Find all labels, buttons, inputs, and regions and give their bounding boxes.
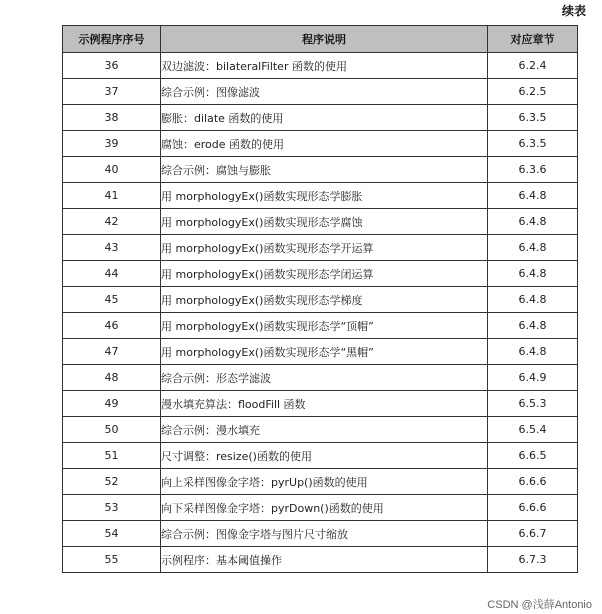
- example-number-cell: 53: [63, 495, 161, 521]
- table-row: [63, 261, 578, 287]
- continued-label: 续表: [561, 4, 586, 18]
- program-description-cell: 综合示例：形态学滤波: [161, 365, 488, 391]
- chapter-cell: 6.6.7: [488, 521, 578, 547]
- chapter-cell: 6.6.6: [488, 495, 578, 521]
- chapter-cell: 6.4.8: [488, 339, 578, 365]
- program-description-cell: 示例程序：基本阈值操作: [161, 547, 488, 573]
- table-row: [63, 209, 578, 235]
- program-description-cell: 综合示例：图像金字塔与图片尺寸缩放: [161, 521, 488, 547]
- table-row: [63, 339, 578, 365]
- chapter-cell: 6.4.8: [488, 209, 578, 235]
- chapter-cell: 6.4.8: [488, 287, 578, 313]
- example-number-cell: 38: [63, 105, 161, 131]
- table-header: [63, 26, 578, 53]
- chapter-cell: 6.4.8: [488, 183, 578, 209]
- example-number-cell: 55: [63, 547, 161, 573]
- program-description-cell: 双边滤波：bilateralFilter 函数的使用: [161, 53, 488, 79]
- program-description-cell: 综合示例：图像滤波: [161, 79, 488, 105]
- header-program-description: 程序说明: [161, 26, 488, 53]
- chapter-cell: 6.4.8: [488, 313, 578, 339]
- table-row: [63, 183, 578, 209]
- example-number-cell: 42: [63, 209, 161, 235]
- table-row: [63, 547, 578, 573]
- header-chapter: 对应章节: [488, 26, 578, 53]
- example-number-cell: 54: [63, 521, 161, 547]
- example-program-table: [62, 25, 578, 573]
- chapter-cell: 6.6.6: [488, 469, 578, 495]
- table-row: [63, 235, 578, 261]
- chapter-cell: 6.4.9: [488, 365, 578, 391]
- program-description-cell: 用 morphologyEx()函数实现形态学“黑帽”: [161, 339, 488, 365]
- example-number-cell: 50: [63, 417, 161, 443]
- example-number-cell: 49: [63, 391, 161, 417]
- chapter-cell: 6.4.8: [488, 261, 578, 287]
- chapter-cell: 6.4.8: [488, 235, 578, 261]
- example-number-cell: 52: [63, 469, 161, 495]
- table-row: [63, 53, 578, 79]
- table-row: [63, 495, 578, 521]
- example-number-cell: 45: [63, 287, 161, 313]
- example-number-cell: 37: [63, 79, 161, 105]
- program-description-cell: 综合示例：腐蚀与膨胀: [161, 157, 488, 183]
- program-description-cell: 尺寸调整：resize()函数的使用: [161, 443, 488, 469]
- example-number-cell: 41: [63, 183, 161, 209]
- program-description-cell: 向上采样图像金字塔：pyrUp()函数的使用: [161, 469, 488, 495]
- table-row: [63, 391, 578, 417]
- chapter-cell: 6.6.5: [488, 443, 578, 469]
- example-number-cell: 36: [63, 53, 161, 79]
- program-description-cell: 用 morphologyEx()函数实现形态学腐蚀: [161, 209, 488, 235]
- table-row: [63, 469, 578, 495]
- chapter-cell: 6.3.6: [488, 157, 578, 183]
- program-description-cell: 综合示例：漫水填充: [161, 417, 488, 443]
- csdn-watermark: CSDN @浅薛Antonio: [487, 599, 592, 611]
- table-row: [63, 287, 578, 313]
- example-number-cell: 48: [63, 365, 161, 391]
- chapter-cell: 6.2.4: [488, 53, 578, 79]
- table-row: [63, 131, 578, 157]
- example-number-cell: 44: [63, 261, 161, 287]
- table-row: [63, 417, 578, 443]
- program-description-cell: 膨胀：dilate 函数的使用: [161, 105, 488, 131]
- table-row: [63, 157, 578, 183]
- table-row: [63, 313, 578, 339]
- table-row: [63, 79, 578, 105]
- program-description-cell: 腐蚀：erode 函数的使用: [161, 131, 488, 157]
- chapter-cell: 6.3.5: [488, 131, 578, 157]
- chapter-cell: 6.2.5: [488, 79, 578, 105]
- table-row: [63, 443, 578, 469]
- program-description-cell: 用 morphologyEx()函数实现形态学开运算: [161, 235, 488, 261]
- example-number-cell: 46: [63, 313, 161, 339]
- program-description-cell: 用 morphologyEx()函数实现形态学“顶帽”: [161, 313, 488, 339]
- program-description-cell: 用 morphologyEx()函数实现形态学闭运算: [161, 261, 488, 287]
- program-description-cell: 向下采样图像金字塔：pyrDown()函数的使用: [161, 495, 488, 521]
- table-row: [63, 521, 578, 547]
- chapter-cell: 6.3.5: [488, 105, 578, 131]
- example-number-cell: 43: [63, 235, 161, 261]
- chapter-cell: 6.5.3: [488, 391, 578, 417]
- example-number-cell: 39: [63, 131, 161, 157]
- chapter-cell: 6.7.3: [488, 547, 578, 573]
- table-row: [63, 105, 578, 131]
- example-number-cell: 51: [63, 443, 161, 469]
- chapter-cell: 6.5.4: [488, 417, 578, 443]
- program-description-cell: 用 morphologyEx()函数实现形态学梯度: [161, 287, 488, 313]
- table-body: [63, 53, 578, 573]
- header-example-number: 示例程序序号: [63, 26, 161, 53]
- example-number-cell: 40: [63, 157, 161, 183]
- table-row: [63, 365, 578, 391]
- program-description-cell: 用 morphologyEx()函数实现形态学膨胀: [161, 183, 488, 209]
- example-number-cell: 47: [63, 339, 161, 365]
- program-description-cell: 漫水填充算法：floodFill 函数: [161, 391, 488, 417]
- header-row: [63, 26, 578, 53]
